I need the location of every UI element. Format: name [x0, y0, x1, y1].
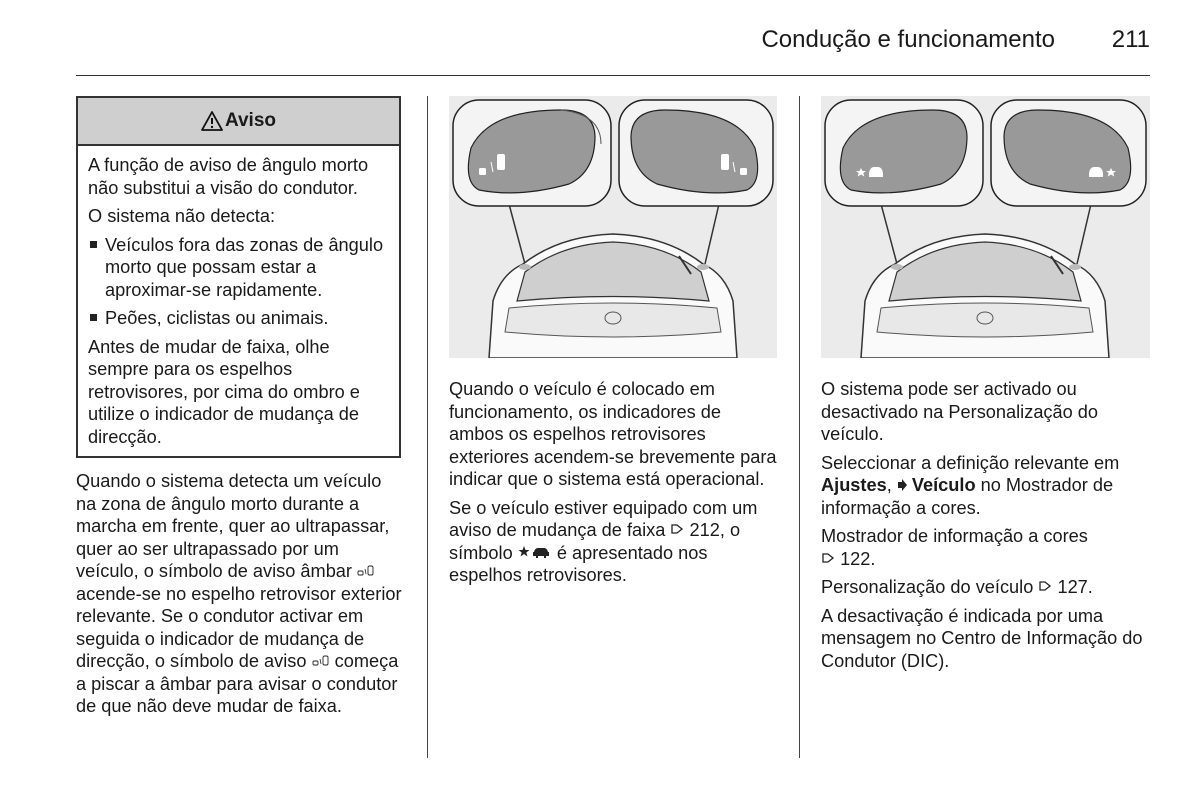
page-reference-arrow-icon: [821, 551, 835, 565]
page-number: 211: [1111, 26, 1150, 53]
body-paragraph: Se o veículo estiver equipado com um aviso de mudança de faixa 212, o símbolo é apresentado nos espelhos retrovisores.: [449, 497, 758, 585]
body-paragraph: A desactivação é indicada por uma mensagem no Centro de Informação do Condutor (DIC).: [821, 605, 1143, 671]
page-reference[interactable]: 122.: [821, 549, 875, 569]
warning-body: [78, 146, 399, 448]
illustration-blind-spot-mirrors: [449, 96, 777, 358]
running-header-title: Condução e funcionamento: [761, 26, 1055, 53]
illustration-lane-change-mirrors: [821, 96, 1150, 358]
column-1-text: [76, 470, 406, 724]
warning-header: [78, 98, 399, 146]
body-paragraph: Mostrador de informação a cores 122.: [821, 526, 1088, 569]
body-paragraph: O sistema pode ser activado ou desactivado na Personalização do veículo.: [821, 379, 1099, 444]
menu-arrow-icon: [897, 479, 907, 491]
lane-change-warning-symbol-icon: [518, 545, 552, 559]
page-reference-arrow-icon: [1038, 579, 1052, 593]
warning-title: Aviso: [224, 110, 277, 131]
mirror-car-illustration: [821, 96, 1150, 358]
column-divider: [427, 96, 428, 758]
list-item: Peões, ciclistas ou animais.: [88, 307, 389, 330]
blind-spot-warning-symbol-icon: [357, 565, 375, 577]
menu-item-ajustes[interactable]: Ajustes: [821, 475, 887, 495]
warning-triangle-icon: [201, 111, 223, 131]
list-item: Veículos fora das zonas de ângulo morto que possam estar a aproximar-se rapidamente.: [88, 234, 389, 302]
page-reference[interactable]: 127.: [1038, 577, 1092, 597]
column-divider: [799, 96, 800, 758]
body-paragraph: Personalização do veículo 127.: [821, 577, 1093, 597]
page-reference[interactable]: 212: [670, 520, 719, 540]
page-reference-arrow-icon: [670, 522, 684, 536]
left-mirror-icon: [453, 100, 611, 206]
column-3-text: [821, 378, 1156, 678]
warning-paragraph: Antes de mudar de faixa, olhe sempre para os espelhos retrovisores, por cima do ombro e utilize o indicador de mudança de direcção.: [88, 336, 360, 447]
right-mirror-icon: [991, 100, 1146, 206]
body-paragraph: Quando o veículo é colocado em funcionamento, os indicadores de ambos os espelhos retrovisores exteriores acendem-se brevemente para indicar que o sistema está operacional.: [449, 379, 777, 489]
column-2-text: [449, 378, 779, 593]
warning-list: [88, 234, 389, 330]
right-mirror-icon: [619, 100, 773, 206]
blind-spot-warning-symbol-icon: [312, 655, 330, 667]
body-paragraph: Quando o sistema detecta um veículo na zona de ângulo morto durante a marcha em frente, quer ao ultrapassar, quer ao ser ultrapassado por um veículo, o símbolo de aviso âmbar acende-se no espelho retrovisor exterior relevante. Se o condutor activar em seguida o indicador de mudança de direcção, o símbolo de aviso começa a piscar a âmbar para avisar o condutor de que não deve mudar de faixa.: [76, 471, 402, 716]
mirror-car-illustration: [449, 96, 777, 358]
body-paragraph: Seleccionar a definição relevante em Ajustes, Veículo no Mostrador de informação a cores.: [821, 452, 1120, 518]
menu-item-veiculo[interactable]: Veículo: [911, 475, 976, 495]
warning-paragraph: O sistema não detecta:: [88, 206, 276, 226]
warning-box: [76, 96, 401, 458]
warning-paragraph: A função de aviso de ângulo morto não substitui a visão do condutor.: [88, 155, 369, 198]
left-mirror-icon: [825, 100, 983, 206]
header-rule: [76, 75, 1150, 76]
